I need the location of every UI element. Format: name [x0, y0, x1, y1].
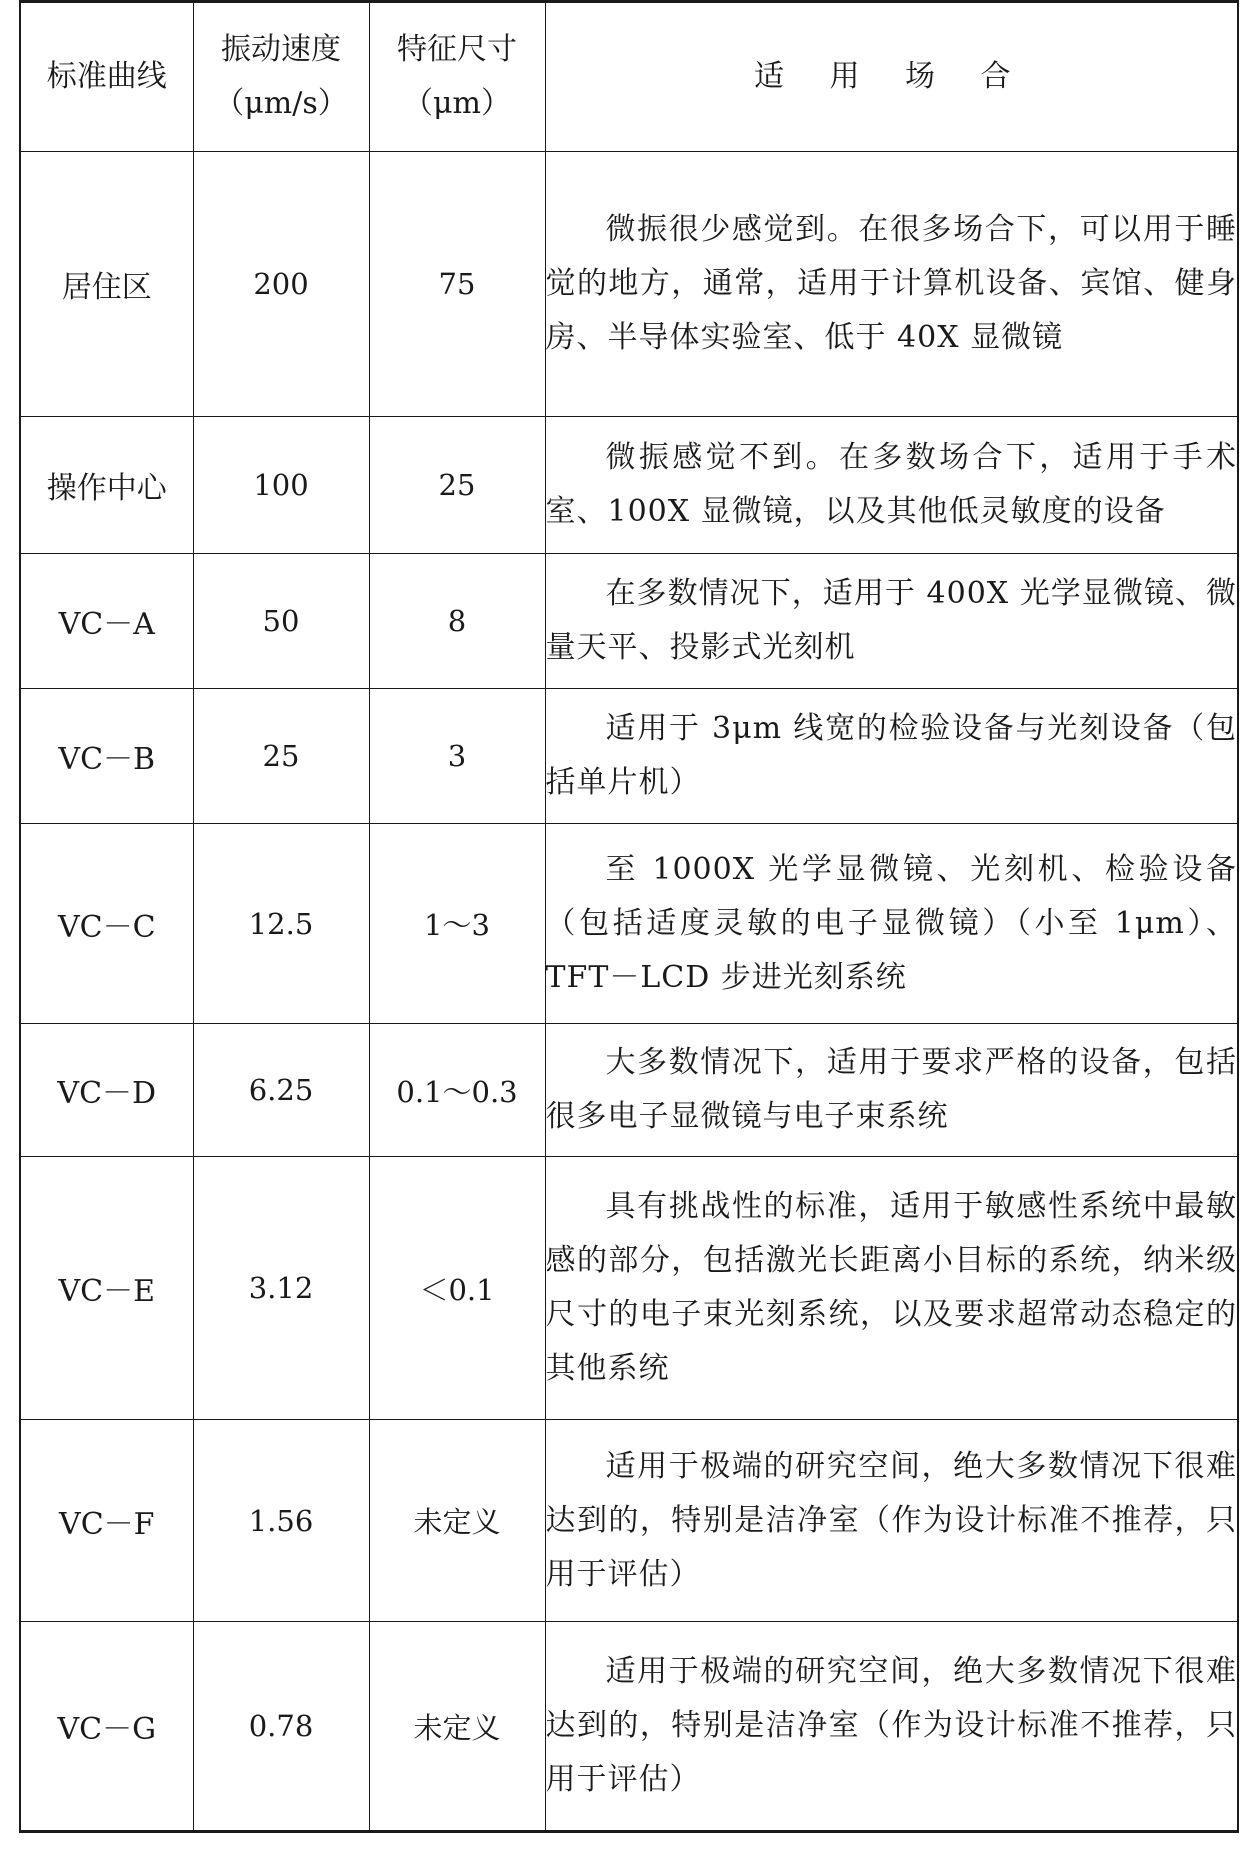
table-row — [20, 152, 1238, 417]
header-curve-label: 标准曲线 — [46, 59, 167, 94]
header-curve — [20, 2, 193, 152]
curve-cell: VC－G — [20, 1622, 193, 1832]
curve-cell: VC－D — [20, 1024, 193, 1157]
speed-cell: 1.56 — [193, 1420, 369, 1622]
usage-cell: 具有挑战性的标准，适用于敏感性系统中最敏感的部分，包括激光长距离小目标的系统，纳米级尺寸的电子束光刻系统，以及要求超常动态稳定的其他系统 — [545, 1157, 1238, 1420]
usage-cell: 微振很少感觉到。在很多场合下，可以用于睡觉的地方，通常，适用于计算机设备、宾馆、健身房、半导体实验室、低于 40X 显微镜 — [545, 152, 1238, 417]
speed-cell: 12.5 — [193, 824, 369, 1024]
table-row — [20, 1024, 1238, 1157]
header-speed — [193, 2, 369, 152]
speed-cell: 25 — [193, 689, 369, 824]
speed-cell: 6.25 — [193, 1024, 369, 1157]
curve-cell: VC－C — [20, 824, 193, 1024]
curve-cell: 操作中心 — [20, 417, 193, 554]
header-row — [20, 2, 1238, 152]
size-cell: 1～3 — [369, 824, 545, 1024]
vibration-criteria-table — [19, 0, 1239, 1833]
table-row — [20, 824, 1238, 1024]
curve-cell: VC－A — [20, 554, 193, 689]
speed-cell: 0.78 — [193, 1622, 369, 1832]
size-cell: ＜0.1 — [369, 1157, 545, 1420]
header-usage — [545, 2, 1238, 152]
usage-cell: 适用于 3μm 线宽的检验设备与光刻设备（包括单片机） — [545, 689, 1238, 824]
usage-cell: 至 1000X 光学显微镜、光刻机、检验设备（包括适度灵敏的电子显微镜）（小至 1μm）、TFT－LCD 步进光刻系统 — [545, 824, 1238, 1024]
table-row — [20, 689, 1238, 824]
speed-cell: 200 — [193, 152, 369, 417]
usage-cell: 大多数情况下，适用于要求严格的设备，包括很多电子显微镜与电子束系统 — [545, 1024, 1238, 1157]
curve-cell: VC－B — [20, 689, 193, 824]
table-row — [20, 417, 1238, 554]
header-speed-unit: （μm/s） — [214, 86, 348, 121]
speed-cell: 50 — [193, 554, 369, 689]
curve-cell: 居住区 — [20, 152, 193, 417]
table-row — [20, 554, 1238, 689]
size-cell: 25 — [369, 417, 545, 554]
size-cell: 未定义 — [369, 1622, 545, 1832]
usage-cell: 适用于极端的研究空间，绝大多数情况下很难达到的，特别是洁净室（作为设计标准不推荐，只用于评估） — [545, 1420, 1238, 1622]
speed-cell: 3.12 — [193, 1157, 369, 1420]
table-row — [20, 1622, 1238, 1832]
speed-cell: 100 — [193, 417, 369, 554]
header-usage-label: 适 用 场 合 — [753, 59, 1029, 94]
curve-cell: VC－F — [20, 1420, 193, 1622]
table-row — [20, 1157, 1238, 1420]
size-cell: 未定义 — [369, 1420, 545, 1622]
usage-cell: 适用于极端的研究空间，绝大多数情况下很难达到的，特别是洁净室（作为设计标准不推荐，只用于评估） — [545, 1622, 1238, 1832]
header-size-label: 特征尺寸 — [397, 32, 517, 67]
size-cell: 0.1～0.3 — [369, 1024, 545, 1157]
header-size-unit: （μm） — [403, 86, 511, 121]
usage-cell: 微振感觉不到。在多数场合下，适用于手术室、100X 显微镜，以及其他低灵敏度的设备 — [545, 417, 1238, 554]
header-speed-label: 振动速度 — [221, 32, 341, 67]
table-row — [20, 1420, 1238, 1622]
curve-cell: VC－E — [20, 1157, 193, 1420]
document-page — [19, 0, 1237, 1860]
usage-cell: 在多数情况下，适用于 400X 光学显微镜、微量天平、投影式光刻机 — [545, 554, 1238, 689]
size-cell: 3 — [369, 689, 545, 824]
size-cell: 75 — [369, 152, 545, 417]
size-cell: 8 — [369, 554, 545, 689]
header-size — [369, 2, 545, 152]
